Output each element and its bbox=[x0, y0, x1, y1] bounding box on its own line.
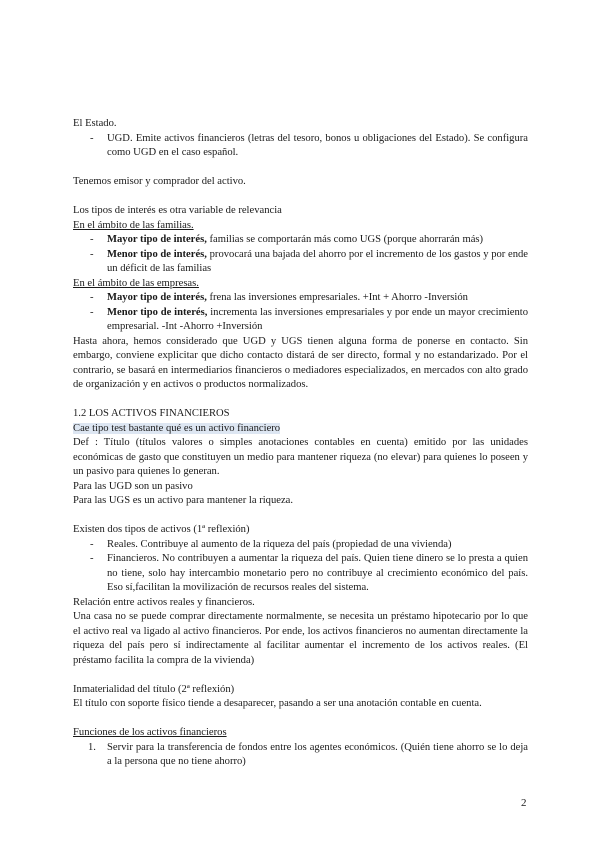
page-number: 2 bbox=[521, 797, 527, 809]
dash-marker: - bbox=[90, 292, 94, 303]
ugd-pasivo-line: Para las UGD son un pasivo bbox=[73, 480, 193, 492]
item-text: frena las inversiones empresariales. +Int + Ahorro -Inversión bbox=[206, 292, 468, 303]
tipos-item-financieros bbox=[73, 552, 528, 596]
casa-paragraph: Una casa no se puede comprar directamente normalmente, se necesita un préstamo hipotecario por lo que el activo real va ligado al activo financieros. Por ende, los activos financieros no aumentan directamente la riqueza del país pero sí indirectamente al facilitar aumentar el incremento de los activos reales. (El préstamo facilita la compra de la vivienda) bbox=[73, 611, 528, 666]
highlighted-note: Cae tipo test bastante qué es un activo financiero bbox=[73, 422, 281, 434]
dash-marker: - bbox=[90, 248, 94, 260]
estado-line: El Estado. bbox=[73, 118, 117, 129]
item-text: provocará una bajada del ahorro por el incremento de los gastos y por ende un déficit de las familias bbox=[107, 248, 528, 274]
item-text: familias se comportarán más como UGS (porque ahorrarán más) bbox=[206, 234, 484, 245]
empresas-item-menor bbox=[73, 306, 528, 335]
item-text: incrementa las inversiones empresariales y por ende un mayor crecimiento empresarial. -Int -Ahorro +Inversión bbox=[107, 306, 528, 332]
item-bold-term: Mayor tipo de interés, bbox=[107, 292, 207, 303]
funciones-item-1 bbox=[73, 741, 528, 770]
familias-item-menor bbox=[73, 248, 528, 277]
item-text: Servir para la transferencia de fondos entre los agentes económicos. (Quién tiene ahorro se lo deja a la persona que no tiene ahorro) bbox=[107, 741, 528, 767]
funciones-heading: Funciones de los activos financieros bbox=[73, 727, 227, 738]
section-title: 1.2 LOS ACTIVOS FINANCIEROS bbox=[73, 408, 230, 419]
dash-marker: - bbox=[90, 132, 94, 144]
ugd-list-item bbox=[73, 132, 528, 161]
item-text: Financieros. No contribuyen a aumentar la riqueza del país. Quien tiene dinero se lo presta a quien no tiene, solo hay intercambio monetario pero no contribuye al crecimiento económico del país. Eso sí,facilitan la movilización de recursos reales del sistema. bbox=[107, 553, 528, 593]
ugs-activo-line: Para las UGS es un activo para mantener la riqueza. bbox=[73, 495, 294, 506]
dash-marker: - bbox=[90, 553, 94, 564]
dash-marker: - bbox=[90, 538, 94, 550]
empresas-heading: En el ámbito de las empresas. bbox=[73, 277, 199, 289]
ugd-item-text: UGD. Emite activos financieros (letras del tesoro, bonos u obligaciones del Estado). Se configura como UGD en el caso español. bbox=[107, 132, 528, 158]
relacion-line: Relación entre activos reales y financieros. bbox=[73, 596, 255, 608]
item-bold-term: Menor tipo de interés, bbox=[107, 248, 207, 260]
tipos-interes-line: Los tipos de interés es otra variable de relevancia bbox=[73, 205, 282, 216]
item-text: Reales. Contribuye al aumento de la riqueza del país (propiedad de una vivienda) bbox=[107, 538, 452, 550]
dos-tipos-line: Existen dos tipos de activos (1ª reflexión) bbox=[73, 524, 250, 535]
inmaterialidad-line: Inmaterialidad del título (2ª reflexión) bbox=[73, 683, 235, 695]
empresas-item-mayor bbox=[73, 291, 528, 306]
item-bold-term: Menor tipo de interés, bbox=[107, 306, 208, 318]
emisor-line: Tenemos emisor y comprador del activo. bbox=[73, 176, 246, 187]
familias-heading: En el ámbito de las familias. bbox=[73, 219, 194, 231]
item-bold-term: Mayor tipo de interés, bbox=[107, 234, 207, 245]
number-marker: 1. bbox=[88, 741, 96, 753]
dash-marker: - bbox=[90, 306, 94, 318]
definition-paragraph: Def : Título (títulos valores o simples anotaciones contables en cuenta) emitido por las unidades económicas de gasto que constituyen un medio para mantener riqueza (no elevar) para quienes lo poseen y un pasivo para quienes lo generan. bbox=[73, 437, 528, 477]
titulo-soporte-line: El título con soporte físico tiende a desaparecer, pasando a ser una anotación contable en cuenta. bbox=[73, 698, 482, 709]
tipos-item-reales bbox=[73, 538, 528, 553]
hasta-ahora-paragraph: Hasta ahora, hemos considerado que UGD y UGS tienen alguna forma de ponerse en contacto. Sin embargo, conviene explicitar que dicho contacto distará de ser directo, formal y no estandarizado. Por el contrario, se basará en intermediarios financieros o mediadores especializados, en mercados con alto grado de organización y en activos o productos normalizados. bbox=[73, 335, 528, 390]
familias-item-mayor bbox=[73, 233, 528, 248]
document-body bbox=[73, 117, 528, 770]
dash-marker: - bbox=[90, 234, 94, 245]
